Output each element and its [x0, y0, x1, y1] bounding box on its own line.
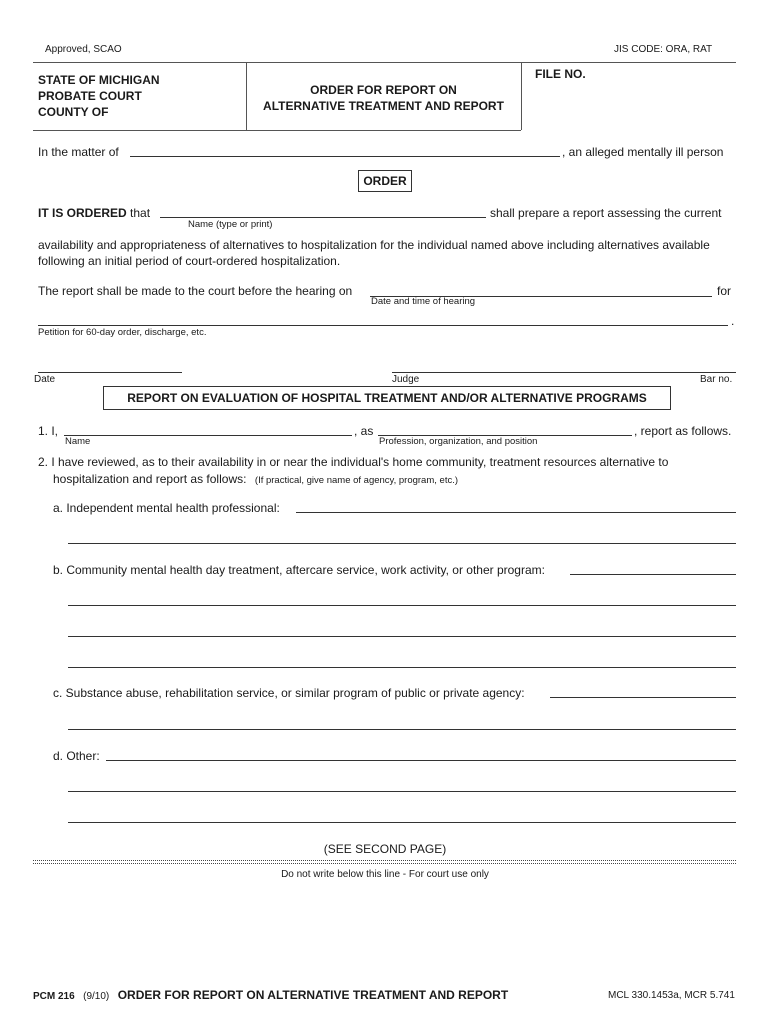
item-d-field-3[interactable]: [68, 822, 736, 823]
item1-as: , as: [354, 424, 374, 438]
item-a-field-1[interactable]: [296, 512, 736, 513]
double-rule-top: [33, 860, 736, 861]
item-d-field-2[interactable]: [68, 791, 736, 792]
shall-prepare-text: shall prepare a report assessing the current: [490, 206, 722, 220]
name-type-print-label: Name (type or print): [188, 219, 273, 230]
petition-field[interactable]: [38, 325, 728, 326]
footer-form-title: ORDER FOR REPORT ON ALTERNATIVE TREATMENT AND REPORT: [117, 988, 509, 1002]
item-a-field-2[interactable]: [68, 543, 736, 544]
item-b-label: b. Community mental health day treatment, aftercare service, work activity, or other program:: [53, 563, 545, 577]
order-heading: ORDER: [358, 170, 412, 192]
court-use-only-text: Do not write below this line - For court use only: [281, 869, 489, 880]
county-line: COUNTY OF: [38, 105, 109, 119]
form-title-line2: ALTERNATIVE TREATMENT AND REPORT: [263, 99, 504, 113]
preparer-name-field[interactable]: [160, 217, 486, 218]
item2-line1: 2. I have reviewed, as to their availability in or near the individual's home community, treatment resources alternative to: [38, 455, 669, 469]
form-revision: (9/10): [83, 991, 110, 1002]
report-heading: REPORT ON EVALUATION OF HOSPITAL TREATMENT AND/OR ALTERNATIVE PROGRAMS: [103, 386, 671, 410]
profession-label: Profession, organization, and position: [379, 436, 538, 447]
item-b-field-4[interactable]: [68, 667, 736, 668]
caption-top-rule: [33, 62, 736, 63]
date-label: Date: [34, 374, 56, 385]
caption-divider-right: [521, 62, 522, 130]
that-word: that: [126, 206, 151, 220]
court-line: PROBATE COURT: [38, 89, 142, 103]
reporter-name-label: Name: [65, 436, 91, 447]
double-rule-bottom: [33, 863, 736, 864]
for-word: for: [717, 284, 732, 298]
report-made-text: The report shall be made to the court before the hearing on: [38, 284, 353, 298]
statute-reference: MCL 330.1453a, MCR 5.741: [608, 990, 735, 1001]
item-c-field-1[interactable]: [550, 697, 736, 698]
bar-no-label: Bar no.: [700, 374, 733, 385]
item-c-label: c. Substance abuse, rehabilitation service, or similar program of public or private agency:: [53, 686, 525, 700]
judge-label: Judge: [392, 374, 420, 385]
item2-line2-text: hospitalization and report as follows:: [53, 472, 247, 486]
item-d-label: d. Other:: [53, 749, 100, 763]
it-is-ordered: IT IS ORDERED: [38, 206, 127, 220]
item2-line2: [53, 470, 458, 488]
matter-prefix: In the matter of: [38, 145, 119, 159]
file-no-label: FILE NO.: [535, 67, 586, 81]
file-no-field[interactable]: [528, 86, 732, 126]
see-second-page: (SEE SECOND PAGE): [323, 842, 447, 856]
order-paragraph-line2: following an initial period of court-ordered hospitalization.: [38, 254, 341, 268]
jis-code-text: JIS CODE: ORA, RAT: [614, 44, 713, 55]
petition-label: Petition for 60-day order, discharge, etc.: [38, 327, 207, 338]
court-caption: [38, 72, 160, 120]
item-b-field-1[interactable]: [570, 574, 736, 575]
order-paragraph: [38, 237, 710, 269]
order-paragraph-line1: availability and appropriateness of alternatives to hospitalization for the individual named above including alternatives available: [38, 238, 710, 252]
petition-period: .: [731, 314, 735, 328]
date-field[interactable]: [38, 372, 182, 373]
judge-signature-field[interactable]: [392, 372, 736, 373]
item-a-label: a. Independent mental health professional:: [53, 501, 280, 515]
form-footer: [33, 986, 508, 1004]
matter-name-field[interactable]: [130, 156, 560, 157]
form-title-line1: ORDER FOR REPORT ON: [310, 83, 457, 97]
item-b-field-3[interactable]: [68, 636, 736, 637]
item-b-field-2[interactable]: [68, 605, 736, 606]
it-is-ordered-line: [38, 206, 150, 220]
approved-text: Approved, SCAO: [45, 44, 122, 55]
form-number: PCM 216: [33, 991, 75, 1002]
reporter-name-field[interactable]: [64, 435, 352, 436]
caption-bottom-rule: [33, 130, 521, 131]
matter-suffix: , an alleged mentally ill person: [562, 145, 724, 159]
form-title: [246, 82, 521, 114]
date-time-hearing-label: Date and time of hearing: [371, 296, 476, 307]
state-line: STATE OF MICHIGAN: [38, 73, 160, 87]
item-c-field-2[interactable]: [68, 729, 736, 730]
item1-suffix: , report as follows.: [634, 424, 732, 438]
item-d-field-1[interactable]: [106, 760, 736, 761]
item1-prefix: 1. I,: [38, 424, 59, 438]
item2-note: (If practical, give name of agency, program, etc.): [254, 475, 459, 486]
